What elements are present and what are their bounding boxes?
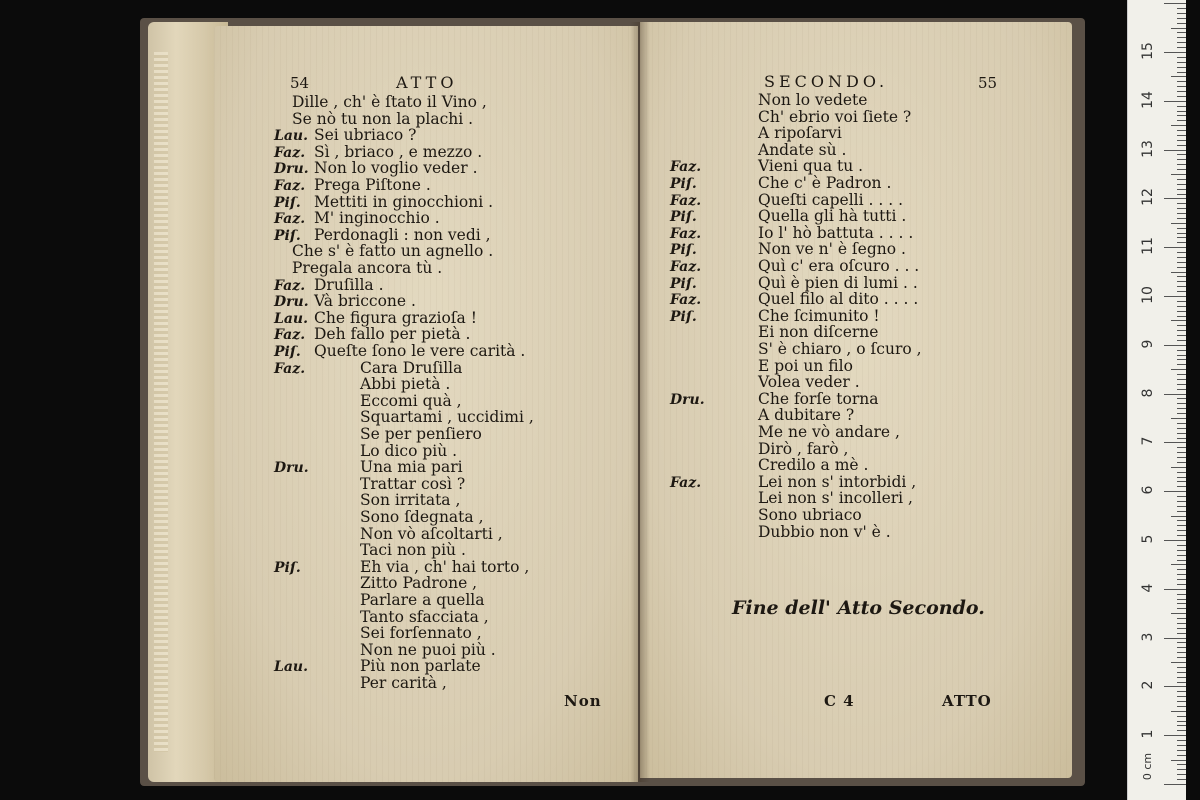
verse-line: Se nò tu non la plachi .	[292, 109, 474, 128]
ruler-tick	[1177, 42, 1186, 43]
speaker-label: Dru.	[274, 294, 309, 311]
ruler-tick	[1177, 115, 1186, 116]
ruler-tick	[1177, 179, 1186, 180]
verse-line: Quì c' era oſcuro . . .	[758, 257, 920, 275]
ruler-tick	[1177, 335, 1186, 336]
ruler-tick	[1171, 760, 1186, 761]
speaker-label: Faz.	[274, 327, 306, 344]
ruler-tick	[1177, 286, 1186, 287]
ruler-tick	[1177, 145, 1186, 146]
speaker-label: Faz.	[274, 211, 306, 228]
verse-line: Che ſcimunito !	[758, 306, 880, 325]
ruler-number: 5	[1140, 534, 1156, 544]
verse-line: Cara Druſilla	[360, 358, 463, 377]
ruler-tick	[1177, 730, 1186, 731]
ruler-tick	[1171, 711, 1186, 712]
ruler-tick	[1164, 394, 1186, 395]
ruler-tick	[1177, 389, 1186, 390]
ruler-tick	[1177, 350, 1186, 351]
verse-line: Ch' ebrio voi ſiete ?	[758, 107, 912, 126]
ruler-tick	[1164, 589, 1186, 590]
ruler-tick	[1177, 496, 1186, 497]
ruler-tick	[1177, 457, 1186, 458]
verse-line: Non ne puoi più .	[360, 640, 496, 659]
ruler-number: 13	[1140, 139, 1156, 158]
verse-line: Non lo voglio veder .	[314, 159, 478, 178]
ruler-tick	[1177, 398, 1186, 399]
ruler-tick	[1164, 540, 1186, 541]
ruler-tick	[1177, 740, 1186, 741]
ruler-tick	[1177, 525, 1186, 526]
ruler-number: 12	[1140, 188, 1156, 207]
verse-line: Quella gli hà tutti .	[758, 207, 907, 226]
ruler-tick	[1177, 154, 1186, 155]
speaker-label: Piſ.	[274, 194, 301, 211]
ruler-number: 15	[1140, 42, 1156, 60]
verse-line: E poi un filo	[758, 356, 853, 375]
ruler-tick	[1171, 613, 1186, 614]
ruler-tick	[1177, 340, 1186, 341]
speaker-label: Lau.	[274, 128, 308, 145]
ruler-tick	[1177, 560, 1186, 561]
ruler-tick	[1177, 86, 1186, 87]
verse-line: Sì , briaco , e mezzo .	[314, 142, 483, 161]
verse-line: Tanto sfacciata ,	[360, 607, 489, 626]
ruler-tick	[1177, 530, 1186, 531]
verse-line: Và briccone .	[314, 292, 416, 311]
verse-line: Che figura grazioſa !	[314, 308, 477, 327]
ruler-tick	[1171, 564, 1186, 565]
ruler-tick	[1177, 623, 1186, 624]
book-gutter	[630, 22, 650, 782]
ruler-tick	[1177, 62, 1186, 63]
ruler-tick	[1177, 281, 1186, 282]
ruler-tick	[1177, 135, 1186, 136]
verse-line: Vieni qua tu .	[758, 157, 864, 176]
verse-line: Parlare a quella	[360, 591, 485, 609]
ruler-tick	[1171, 369, 1186, 370]
ruler-tick	[1177, 555, 1186, 556]
ruler-tick	[1177, 452, 1186, 453]
ruler-number: 10	[1140, 286, 1156, 304]
right-page-number: 55	[978, 74, 998, 92]
ruler-tick	[1164, 296, 1186, 297]
ruler-tick	[1177, 511, 1186, 512]
ruler-tick	[1177, 774, 1186, 775]
ruler-tick	[1177, 745, 1186, 746]
verse-line: Volea veder .	[758, 373, 860, 392]
verse-line: Sono ſdegnata ,	[360, 508, 484, 526]
ruler-tick	[1177, 672, 1186, 673]
verse-line: Taci non più .	[360, 541, 466, 560]
ruler-tick	[1177, 701, 1186, 702]
verse-line: Quel filo al dito . . . .	[758, 290, 919, 309]
verse-line: Che s' è fatto un agnello .	[292, 242, 494, 261]
verse-line: Una mia pari	[360, 458, 463, 477]
measuring-ruler	[1127, 0, 1186, 800]
ruler-tick	[1177, 32, 1186, 33]
verse-line: Dubbio non v' è .	[758, 522, 891, 541]
ruler-tick	[1171, 418, 1186, 419]
ruler-tick	[1177, 267, 1186, 268]
ruler-tick	[1177, 164, 1186, 165]
ruler-number: 11	[1140, 237, 1156, 256]
ruler-tick	[1177, 403, 1186, 404]
ruler-number: 9	[1140, 339, 1156, 349]
verse-line: Prega Piſtone .	[314, 176, 431, 194]
ruler-tick	[1177, 67, 1186, 68]
verse-line: Se per penſiero	[360, 425, 482, 443]
ruler-tick	[1177, 184, 1186, 185]
ruler-tick	[1177, 755, 1186, 756]
speaker-label: Faz.	[670, 474, 702, 491]
ruler-tick	[1177, 428, 1186, 429]
ruler-tick	[1177, 608, 1186, 609]
ruler-tick	[1177, 91, 1186, 92]
ruler-tick	[1177, 130, 1186, 131]
ruler-tick	[1164, 345, 1186, 346]
ruler-tick	[1177, 291, 1186, 292]
ruler-tick	[1177, 213, 1186, 214]
ruler-tick	[1177, 779, 1186, 780]
ruler-tick	[1177, 677, 1186, 678]
ruler-tick	[1164, 247, 1186, 248]
speaker-label: Dru.	[670, 391, 705, 408]
verse-line: A dubitare ?	[758, 406, 855, 425]
act-ending: Fine dell' Atto Secondo.	[732, 597, 985, 619]
verse-line: Eh via , ch' hai torto ,	[360, 557, 530, 576]
verse-line: Lo dico più .	[360, 441, 458, 460]
ruler-tick	[1177, 218, 1186, 219]
verse-line: Non ve n' è ſegno .	[758, 240, 906, 259]
ruler-tick	[1177, 96, 1186, 97]
ruler-tick	[1177, 769, 1186, 770]
speaker-label: Piſ.	[670, 242, 697, 259]
ruler-number: 6	[1140, 485, 1156, 495]
verse-line: Sei ubriaco ?	[314, 126, 417, 145]
ruler-tick	[1177, 194, 1186, 195]
verse-line: Perdonagli : non vedi ,	[314, 225, 491, 244]
ruler-tick	[1177, 706, 1186, 707]
ruler-tick	[1177, 257, 1186, 258]
verse-line: Squartami , uccidimi ,	[360, 408, 534, 427]
ruler-tick	[1177, 716, 1186, 717]
verse-line: Dille , ch' è ſtato il Vino ,	[292, 93, 487, 111]
verse-line: S' è chiaro , o ſcuro ,	[758, 340, 922, 358]
speaker-label: Piſ.	[274, 559, 301, 576]
ruler-tick	[1177, 472, 1186, 473]
ruler-tick	[1164, 150, 1186, 151]
ruler-tick	[1164, 491, 1186, 492]
ruler-tick	[1164, 3, 1186, 4]
verse-line: Più non parlate	[360, 657, 481, 676]
ruler-tick	[1177, 81, 1186, 82]
ruler-tick	[1177, 311, 1186, 312]
ruler-tick	[1177, 764, 1186, 765]
ruler-tick	[1164, 52, 1186, 53]
speaker-label: Lau.	[274, 310, 308, 327]
ruler-tick	[1177, 306, 1186, 307]
verse-line: Queſte ſono le vere carità .	[314, 342, 526, 360]
ruler-number: 1	[1140, 729, 1156, 739]
verse-line: Quì è pien di lumi . .	[758, 273, 918, 292]
ruler-number: 14	[1140, 90, 1156, 109]
ruler-tick	[1177, 169, 1186, 170]
verse-line: Non lo vedete	[758, 91, 868, 109]
right-running-header: SECONDO.	[764, 72, 889, 91]
verse-line: Sono ubriaco	[758, 506, 862, 524]
verse-line: Me ne vò andare ,	[758, 423, 900, 441]
ruler-tick	[1177, 438, 1186, 439]
ruler-tick	[1177, 462, 1186, 463]
ruler-tick	[1177, 433, 1186, 434]
ruler-tick	[1177, 603, 1186, 604]
ruler-tick	[1177, 545, 1186, 546]
ruler-tick	[1177, 189, 1186, 190]
verse-line: Son irritata ,	[360, 491, 461, 510]
ruler-tick	[1177, 594, 1186, 595]
ruler-tick	[1177, 486, 1186, 487]
ruler-tick	[1177, 242, 1186, 243]
speaker-label: Lau.	[274, 659, 308, 676]
ruler-number: 7	[1140, 436, 1156, 446]
verse-line: Che forſe torna	[758, 389, 879, 408]
speaker-label: Faz.	[670, 292, 702, 309]
ruler-tick	[1177, 721, 1186, 722]
speaker-label: Piſ.	[274, 227, 301, 244]
ruler-tick	[1177, 8, 1186, 9]
ruler-number: 3	[1140, 632, 1156, 642]
ruler-tick	[1164, 101, 1186, 102]
ruler-tick	[1177, 252, 1186, 253]
ruler-tick	[1177, 579, 1186, 580]
ruler-tick	[1177, 364, 1186, 365]
ruler-tick	[1177, 628, 1186, 629]
ruler-tick	[1177, 203, 1186, 204]
left-page	[214, 26, 638, 782]
ruler-tick	[1171, 662, 1186, 663]
ruler-tick	[1177, 725, 1186, 726]
ruler-tick	[1177, 750, 1186, 751]
verse-line: Abbi pietà .	[360, 375, 451, 394]
ruler-tick	[1177, 330, 1186, 331]
ruler-tick	[1164, 442, 1186, 443]
ruler-tick	[1177, 550, 1186, 551]
ruler-tick	[1177, 359, 1186, 360]
verse-line: Druſilla .	[314, 275, 384, 294]
ruler-tick	[1177, 520, 1186, 521]
verse-line: Per carità ,	[360, 674, 447, 692]
verse-line: Eccomi quà ,	[360, 391, 462, 410]
ruler-tick	[1177, 379, 1186, 380]
ruler-tick	[1177, 642, 1186, 643]
ruler-tick	[1177, 120, 1186, 121]
verse-line: Trattar così ?	[360, 474, 466, 493]
speaker-label: Faz.	[670, 225, 702, 242]
ruler-tick	[1171, 320, 1186, 321]
ruler-tick	[1177, 374, 1186, 375]
ruler-number: 2	[1140, 680, 1156, 690]
right-page	[640, 22, 1072, 778]
ruler-tick	[1177, 316, 1186, 317]
ruler-tick	[1177, 691, 1186, 692]
ruler-tick	[1171, 28, 1186, 29]
left-page-number: 54	[290, 74, 310, 92]
ruler-tick	[1177, 233, 1186, 234]
ruler-tick	[1177, 657, 1186, 658]
speaker-label: Faz.	[274, 178, 306, 194]
ruler-tick	[1164, 735, 1186, 736]
ruler-tick	[1177, 72, 1186, 73]
verse-line: Sei forſennato ,	[360, 624, 482, 643]
speaker-label: Piſ.	[670, 275, 697, 292]
ruler-tick	[1177, 506, 1186, 507]
ruler-tick	[1177, 111, 1186, 112]
verse-line: Zitto Padrone ,	[360, 574, 478, 593]
ruler-tick	[1177, 106, 1186, 107]
speaker-label: Piſ.	[670, 176, 697, 192]
ruler-number: 4	[1140, 583, 1156, 593]
ruler-number: 8	[1140, 388, 1156, 398]
speaker-label: Faz.	[670, 192, 702, 209]
ruler-tick	[1177, 23, 1186, 24]
ruler-tick	[1164, 686, 1186, 687]
ruler-tick	[1177, 384, 1186, 385]
speaker-label: Faz.	[274, 277, 306, 294]
verse-line: M' inginocchio .	[314, 209, 440, 228]
verse-line: Lei non s' incolleri ,	[758, 489, 913, 508]
ruler-tick	[1177, 18, 1186, 19]
right-catchword: ATTO	[942, 692, 992, 710]
ruler-unit: 0 cm	[1141, 752, 1155, 781]
ruler-tick	[1177, 682, 1186, 683]
ruler-tick	[1171, 467, 1186, 468]
left-catchword: Non	[564, 692, 602, 710]
ruler-tick	[1177, 237, 1186, 238]
ruler-tick	[1177, 696, 1186, 697]
ruler-tick	[1177, 647, 1186, 648]
speaker-label: Dru.	[274, 161, 309, 178]
ruler-tick	[1171, 223, 1186, 224]
verse-line: Queſti capelli . . . .	[758, 190, 904, 209]
speaker-label: Piſ.	[670, 308, 697, 325]
ruler-tick	[1177, 423, 1186, 424]
ruler-tick	[1177, 569, 1186, 570]
ruler-tick	[1177, 325, 1186, 326]
ruler-tick	[1177, 618, 1186, 619]
ruler-tick	[1171, 174, 1186, 175]
ruler-tick	[1177, 481, 1186, 482]
ruler-tick	[1164, 638, 1186, 639]
speaker-label: Faz.	[670, 259, 702, 275]
speaker-label: Faz.	[274, 144, 306, 161]
verse-line: Io l' hò battuta . . . .	[758, 223, 914, 242]
ruler-tick	[1177, 413, 1186, 414]
speaker-label: Dru.	[274, 460, 309, 477]
ruler-tick	[1177, 535, 1186, 536]
ruler-tick	[1177, 599, 1186, 600]
signature-mark: C 4	[824, 692, 855, 710]
ruler-tick	[1177, 37, 1186, 38]
ruler-tick	[1177, 57, 1186, 58]
speaker-label: Faz.	[274, 360, 306, 377]
speaker-label: Faz.	[670, 159, 702, 176]
verse-line: Credilo a mè .	[758, 456, 869, 475]
verse-line: Deh fallo per pietà .	[314, 325, 471, 344]
ruler-tick	[1177, 477, 1186, 478]
ruler-tick	[1177, 228, 1186, 229]
verse-line: Andate sù .	[758, 140, 847, 159]
ruler-tick	[1171, 125, 1186, 126]
ruler-tick	[1177, 262, 1186, 263]
verse-line: Pregala ancora tù .	[292, 259, 443, 277]
ruler-tick	[1177, 47, 1186, 48]
verse-line: A ripoſarvi	[758, 124, 842, 143]
ruler-tick	[1177, 208, 1186, 209]
ruler-tick	[1177, 667, 1186, 668]
speaker-label: Piſ.	[274, 344, 301, 360]
ruler-tick	[1177, 447, 1186, 448]
ruler-tick	[1177, 140, 1186, 141]
ruler-tick	[1177, 652, 1186, 653]
ruler-tick	[1177, 13, 1186, 14]
ruler-tick	[1177, 584, 1186, 585]
left-running-header: ATTO	[396, 73, 458, 92]
ruler-tick	[1171, 272, 1186, 273]
ruler-tick	[1171, 76, 1186, 77]
ruler-tick	[1164, 784, 1186, 785]
ruler-tick	[1177, 501, 1186, 502]
ruler-tick	[1177, 159, 1186, 160]
speaker-label: Piſ.	[670, 209, 697, 226]
verse-line: Dirò , farò ,	[758, 439, 849, 458]
verse-line: Ei non diſcerne	[758, 323, 879, 342]
ruler-tick	[1177, 301, 1186, 302]
ruler-tick	[1177, 633, 1186, 634]
verse-line: Lei non s' intorbidi ,	[758, 472, 917, 491]
ruler-tick	[1171, 516, 1186, 517]
ruler-tick	[1177, 574, 1186, 575]
ruler-tick	[1177, 408, 1186, 409]
ruler-tick	[1177, 276, 1186, 277]
ruler-tick	[1164, 198, 1186, 199]
verse-line: Che c' è Padron .	[758, 174, 892, 192]
verse-line: Mettiti in ginocchioni .	[314, 192, 494, 211]
verse-line: Non vò aſcoltarti ,	[360, 524, 503, 543]
ruler-tick	[1177, 355, 1186, 356]
